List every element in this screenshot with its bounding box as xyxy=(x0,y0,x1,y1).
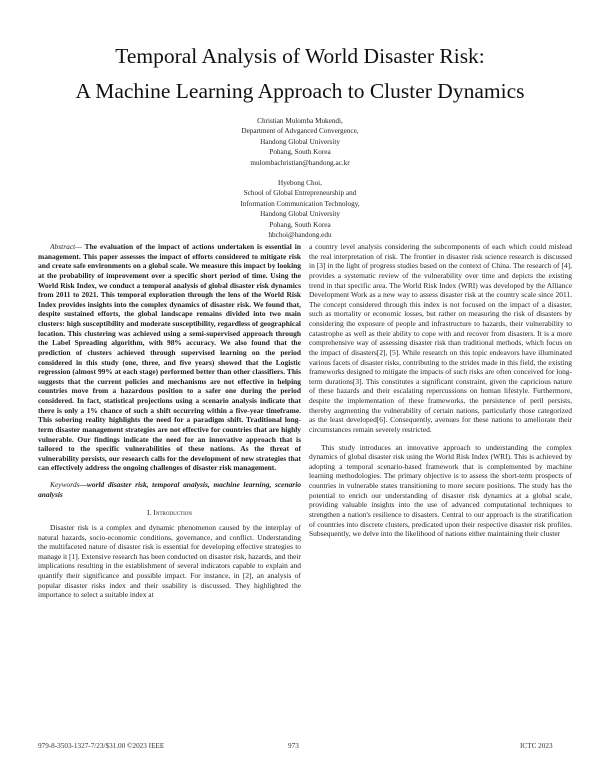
abstract: Abstract— The evaluation of the impact of actions undertaken is essential in management. This paper assesses the impact of efforts considered to mitigate risk and create safe environments on a global scale. We measure this impact by looking at the probability of improvement over a specific short period of time. Using the World Risk Index, we conduct a temporal analysis of global disaster risk dynamics from 2011 to 2021. This temporal exploration through the lens of the World Risk Index provides insights into the complex dynamics of disaster risk. We found that, despite sustained efforts, the global landscape remains divided into two main clusters: high susceptibility and moderate susceptibility, regardless of geographical location. This clustering was achieved using a semi-supervised approach through the Label Spreading algorithm, with 98% accuracy. We also found that the prediction of clusters achieved through supervised learning on the period considered in this study (one, three, and five years) showed that the Logistic regression (almost 99% at each stage) performed better than other classifiers. This suggests that the current policies and mechanisms are not effective in helping countries move from a hazardous position to a safer one during the period considered. In fact, statistical projections using a scenario analysis indicate that there is only a 1% chance of such a shift occurring within a five-year timeframe. This sobering reality highlights the need for a paradigm shift. Traditional long-term disaster management strategies are not effective for countries that are highly vulnerable. Our findings indicate the need for an innovative approach that is tailored to the specific vulnerabilities of these nations. As the threat of vulnerability persists, our research calls for the development of new strategies that can effectively address the ongoing challenges of disaster risk management. xyxy=(38,242,301,473)
intro-paragraph-2: This study introduces an innovative approach to understanding the complex dynamics of global disaster risk using the World Risk Index (WRI). This is achieved by adopting a temporal scenario-based framework that is complemented by machine learning methodologies. The primary objective is to assess the short-term prospects of countries in vulnerable states transitioning to more secure positions. The study has the potential to enrich our understanding of disaster risk dynamics at a global scale, providing valuable insights into the use of advanced computational techniques to strengthen a nation's resilience to disasters. Central to our approach is the stratification of countries into discrete clusters, predicated upon their respective disaster risk profiles. Subsequently, we delve into the likelihood of nations either maintaining their cluster xyxy=(309,442,572,539)
section-heading xyxy=(38,508,301,518)
author-affiliation-line: Handong Global University xyxy=(260,137,340,146)
intro-paragraph-left: Disaster risk is a complex and dynamic phenomenon caused by the interplay of natural hazards, socio-economic conditions, governance, and conflict. Understanding the multifaceted nature of disaster risk is essential for developing effective strategies to manage it [1]. Extensive research has been conducted on disaster risk, hazards, and their implications resulting in the establishment of several indicators capable to explain and quantify their significance and possible impact. For instance, in [2], an analysis of popular disaster risks index and their usability is discussed. They highlighted the importance to select a suitable index at xyxy=(38,522,301,600)
paper-title-line-2: A Machine Learning Approach to Cluster Dynamics xyxy=(75,79,525,103)
author-block-1 xyxy=(160,116,440,168)
abstract-label: Abstract xyxy=(50,242,76,251)
author-affiliation-line: Pohang, South Korea xyxy=(269,220,331,229)
section-number: I. xyxy=(147,508,152,518)
paper-title-line-1: Temporal Analysis of World Disaster Risk: xyxy=(115,44,485,68)
author-affiliation-line: Pohang, South Korea xyxy=(269,148,331,157)
keywords-label: Keywords xyxy=(50,480,80,489)
author-email: hbchoi@handong.edu xyxy=(268,231,332,240)
abstract-text: The evaluation of the impact of actions undertaken is essential in management. This paper assesses the impact of efforts considered to mitigate risk and create safe environments on a global scale. We measure this impact by looking at the probability of improvement over a specific short period of time. Using the World Risk Index, we conduct a temporal analysis of global disaster risk dynamics from 2011 to 2021. This temporal exploration through the lens of the World Risk Index provides insights into the complex dynamics of disaster risk. We found that, despite sustained efforts, the global landscape remains divided into two main clusters: high susceptibility and moderate susceptibility, regardless of geographical location. This clustering was achieved using a semi-supervised approach through the Label Spreading algorithm, with 98% accuracy. We also found that the prediction of clusters achieved through supervised learning on the period considered in this study (one, three, and five years) showed that the Logistic regression (almost 99% at each stage) performed better than other classifiers. This suggests that the current policies and mechanisms are not effective in helping countries move from a hazardous position to a safer one during the period considered. In fact, statistical projections using a scenario analysis indicate that there is only a 1% chance of such a shift occurring within a five-year timeframe. This sobering reality highlights the need for a paradigm shift. Traditional long-term disaster management strategies are not effective for countries that are highly vulnerable. Our findings indicate the need for an innovative approach that is tailored to the specific vulnerabilities of these nations. As the threat of vulnerability persists, our research calls for the development of new strategies that can effectively address the ongoing challenges of disaster risk management. xyxy=(38,242,301,473)
author-affiliation-line: Information Communication Technology, xyxy=(240,199,360,208)
author-name: Christian Mulomba Mukendi, xyxy=(257,117,343,125)
keywords-text: world disaster risk, temporal analysis, machine learning, scenario analysis xyxy=(38,480,301,499)
author-name: Hyebong Choi, xyxy=(278,179,322,187)
author-affiliation-line: Department of Advganced Convergence, xyxy=(241,127,359,136)
section-title: Introduction xyxy=(153,508,192,518)
author-affiliation-line: School of Global Entrepreneurship and xyxy=(243,189,357,198)
footer-page-number: 973 xyxy=(288,742,299,750)
author-block-2 xyxy=(160,178,440,240)
left-column xyxy=(38,242,301,600)
footer-copyright: 979-8-3503-1327-7/23/$31.00 ©2023 IEEE xyxy=(38,742,165,750)
keywords: Keywords—world disaster risk, temporal analysis, machine learning, scenario analysis xyxy=(38,480,301,499)
right-column xyxy=(309,242,572,539)
intro-paragraph-continued: a country level analysis considering the subcomponents of each which could mislead the real interpretation of risk. The frontier in disaster risk science research is discussed in [3] in the light of progress studies based on the context of China. The research of [4], provides a systematic review of the vulnerability over time and depicts the existing trend in that specific area. The World Risk Index (WRI) was developed by the Alliance Development Work as a new way to assess disaster risk at the country scale since 2011. The concept considered through this index is not focused on the impact of a disaster, such as mortality or economic losses, but rather on measuring the risk of disasters by considering the exposure of people and infrastructure to hazards, their vulnerability to catastrophe as well as their ability to cope with and recover from disasters. It is a more comprehensive way of assessing disaster risk than traditional methods, which focus on the impact of disasters[2], [5]. While research on this topic endeavors have illuminated various facets of disaster risks, contributing to the strides made in this field, the existing frameworks designed to mitigate the impacts of such risks are often conceived for long-term durations[3]. This constitutes a significant constraint, given the capricious nature of these hazards and their escalating repercussions on human lifestyle. Furthermore, despite the implementation of these frameworks, the persistence of peril persists, thereby augmenting the vulnerability of certain nations, particularly those categorized as the least developed[6]. Consequently, avenues for these nations to ameliorate their circumstances remain severely restricted. xyxy=(309,242,572,434)
author-affiliation-line: Handong Global University xyxy=(260,210,340,219)
author-email: mulombachristian@handong.ac.kr xyxy=(250,158,350,167)
footer-conference: ICTC 2023 xyxy=(520,742,553,750)
